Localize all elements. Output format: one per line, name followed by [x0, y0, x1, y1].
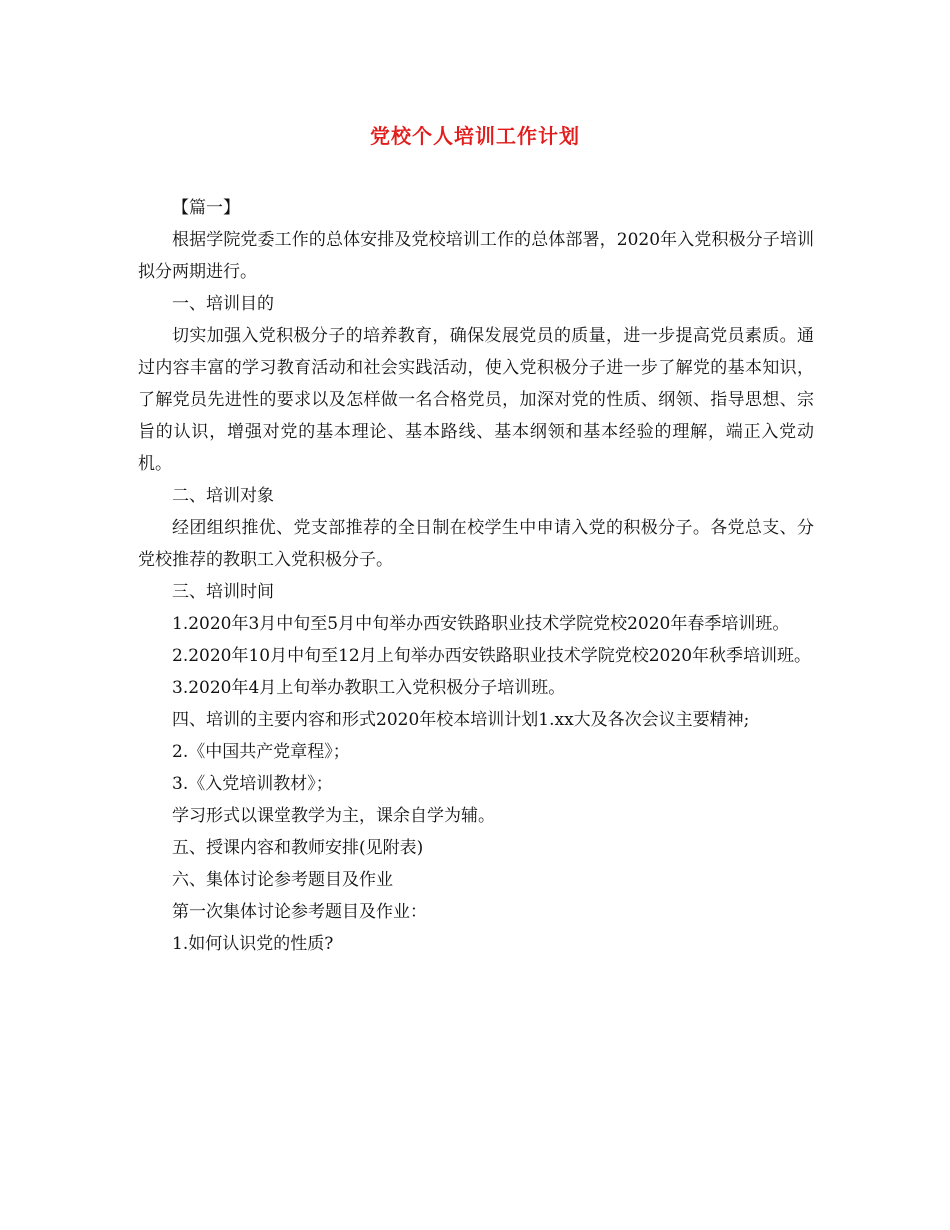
discussion-question-1: 1.如何认识党的性质? — [172, 934, 334, 954]
document-title: 党校个人培训工作计划 — [370, 124, 580, 148]
heading-training-target: 二、培训对象 — [172, 486, 274, 506]
heading-training-purpose: 一、培训目的 — [172, 294, 274, 314]
content-item-2: 2.《中国共产党章程》； — [172, 742, 350, 762]
intro-paragraph: 根据学院党委工作的总体安排及党校培训工作的总体部署，2020年入党积极分子培训拟分两期进行。 — [138, 230, 814, 282]
time-item-3: 3.2020年4月上旬举办教职工入党积极分子培训班。 — [172, 678, 566, 698]
heading-training-content: 四、培训的主要内容和形式2020年校本培训计划1.xx大及各次会议主要精神; — [172, 710, 750, 730]
purpose-paragraph: 切实加强入党积极分子的培养教育，确保发展党员的质量，进一步提高党员素质。通过内容丰富的学习教育活动和社会实践活动，使入党积极分子进一步了解党的基本知识，了解党员先进性的要求以及怎样做一名合格党员，加深对党的性质、纲领、指导思想、宗旨的认识，增强对党的基本理论、基本路线、基本纲领和基本经验的理解，端正入党动机。 — [138, 326, 814, 474]
learning-form-paragraph: 学习形式以课堂教学为主，课余自学为辅。 — [172, 806, 495, 826]
heading-teaching-arrangement: 五、授课内容和教师安排(见附表) — [172, 838, 424, 858]
time-item-1: 1.2020年3月中旬至5月中旬举办西安铁路职业技术学院党校2020年春季培训班。 — [172, 614, 790, 634]
heading-training-time: 三、培训时间 — [172, 582, 274, 602]
discussion-first-heading: 第一次集体讨论参考题目及作业： — [172, 902, 427, 922]
time-item-2: 2.2020年10月中旬至12月上旬举办西安铁路职业技术学院党校2020年秋季培训班。 — [172, 646, 812, 666]
heading-discussion-topics: 六、集体讨论参考题目及作业 — [172, 870, 393, 890]
section-marker: 【篇一】 — [172, 198, 240, 218]
content-item-3: 3.《入党培训教材》； — [172, 774, 333, 794]
target-paragraph: 经团组织推优、党支部推荐的全日制在校学生中申请入党的积极分子。各党总支、分党校推荐的教职工入党积极分子。 — [138, 518, 814, 570]
document-body — [138, 192, 814, 960]
